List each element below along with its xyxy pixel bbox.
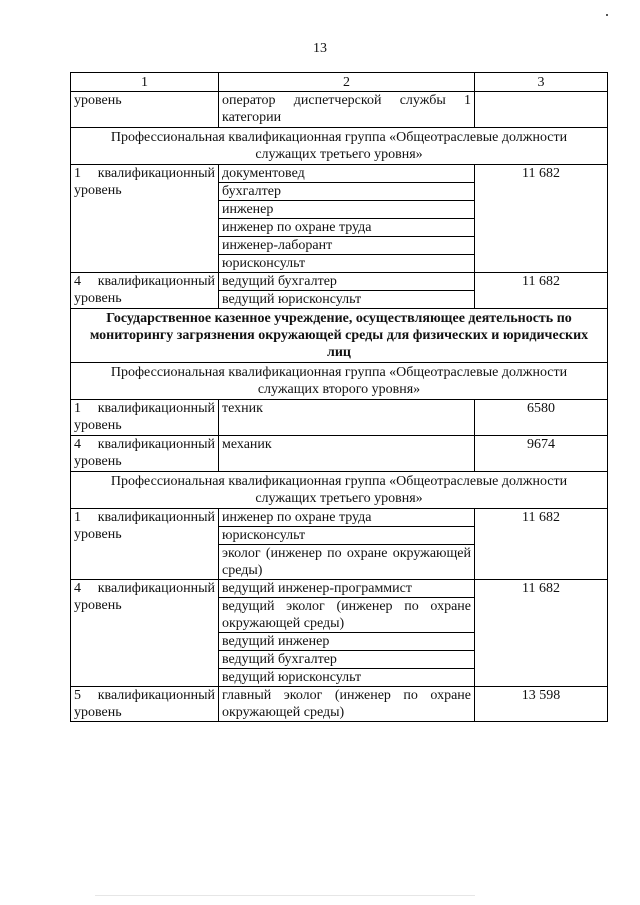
position-name: механик [219, 436, 475, 472]
qualification-level: 4 квалификационный уровень [71, 273, 219, 309]
scan-edge-line [95, 895, 475, 896]
qualification-level: 1 квалификационный уровень [71, 400, 219, 436]
position-name: инженер [219, 200, 474, 218]
table-row [71, 273, 608, 309]
column-number-3: 3 [475, 73, 608, 92]
table-row [71, 400, 608, 436]
position-name: инженер по охране труда [222, 510, 372, 525]
salary-value: 11 682 [475, 165, 608, 273]
position-name: ведущий бухгалтер [219, 650, 474, 668]
salary-value [475, 92, 608, 128]
position-name: ведущий инженер [219, 632, 474, 650]
position-name: оператор диспетчерской службы 1 категории [219, 92, 475, 128]
group-header-row [71, 363, 608, 400]
position-name: документовед [222, 166, 305, 181]
column-number-1: 1 [71, 73, 219, 92]
position-name: ведущий юрисконсульт [219, 290, 474, 308]
salary-value: 9674 [475, 436, 608, 472]
salary-value: 6580 [475, 400, 608, 436]
qualification-level: 5 квалификационный уровень [71, 687, 219, 722]
group-title: Профессиональная квалификационная группа «Общеотраслевые должности служащих третьего уровня» [71, 128, 608, 165]
position-name: инженер-лаборант [219, 236, 474, 254]
qualification-level: уровень [71, 92, 219, 128]
scan-dot [606, 14, 608, 16]
institution-title: Государственное казенное учреждение, осуществляющее деятельность по мониторингу загрязнения окружающей среды для физических и юридических лиц [71, 309, 608, 363]
position-name: ведущий инженер-программист [222, 581, 412, 596]
group-header-row [71, 472, 608, 509]
position-name: главный эколог (инженер по охране окружающей среды) [219, 687, 475, 722]
group-title: Профессиональная квалификационная группа «Общеотраслевые должности служащих третьего уровня» [71, 472, 608, 509]
position-list [219, 165, 475, 273]
qualification-level: 1 квалификационный уровень [71, 509, 219, 580]
column-number-row [71, 73, 608, 92]
table-row [71, 165, 608, 273]
salary-value: 11 682 [475, 509, 608, 580]
table-row [71, 580, 608, 687]
position-name: юрисконсульт [219, 526, 474, 544]
table-row [71, 92, 608, 128]
position-name: бухгалтер [219, 182, 474, 200]
column-number-2: 2 [219, 73, 475, 92]
table-row [71, 687, 608, 722]
salary-value: 11 682 [475, 273, 608, 309]
qualification-level: 4 квалификационный уровень [71, 580, 219, 687]
table-row [71, 509, 608, 580]
position-name: эколог (инженер по охране окружающей среды) [219, 544, 474, 579]
qualification-level: 1 квалификационный уровень [71, 165, 219, 273]
group-title: Профессиональная квалификационная группа «Общеотраслевые должности служащих второго уровня» [71, 363, 608, 400]
qualification-level: 4 квалификационный уровень [71, 436, 219, 472]
position-name: ведущий юрисконсульт [219, 668, 474, 686]
salary-value: 13 598 [475, 687, 608, 722]
page-number: 13 [313, 41, 327, 56]
institution-header-row [71, 309, 608, 363]
position-name: ведущий бухгалтер [222, 274, 337, 289]
position-list [219, 509, 475, 580]
table-row [71, 436, 608, 472]
salary-table [70, 72, 608, 722]
position-list [219, 273, 475, 309]
salary-value: 11 682 [475, 580, 608, 687]
group-header-row [71, 128, 608, 165]
position-name: инженер по охране труда [219, 218, 474, 236]
position-name: техник [219, 400, 475, 436]
position-list [219, 580, 475, 687]
position-name: юрисконсульт [219, 254, 474, 272]
position-name: ведущий эколог (инженер по охране окружающей среды) [219, 597, 474, 632]
